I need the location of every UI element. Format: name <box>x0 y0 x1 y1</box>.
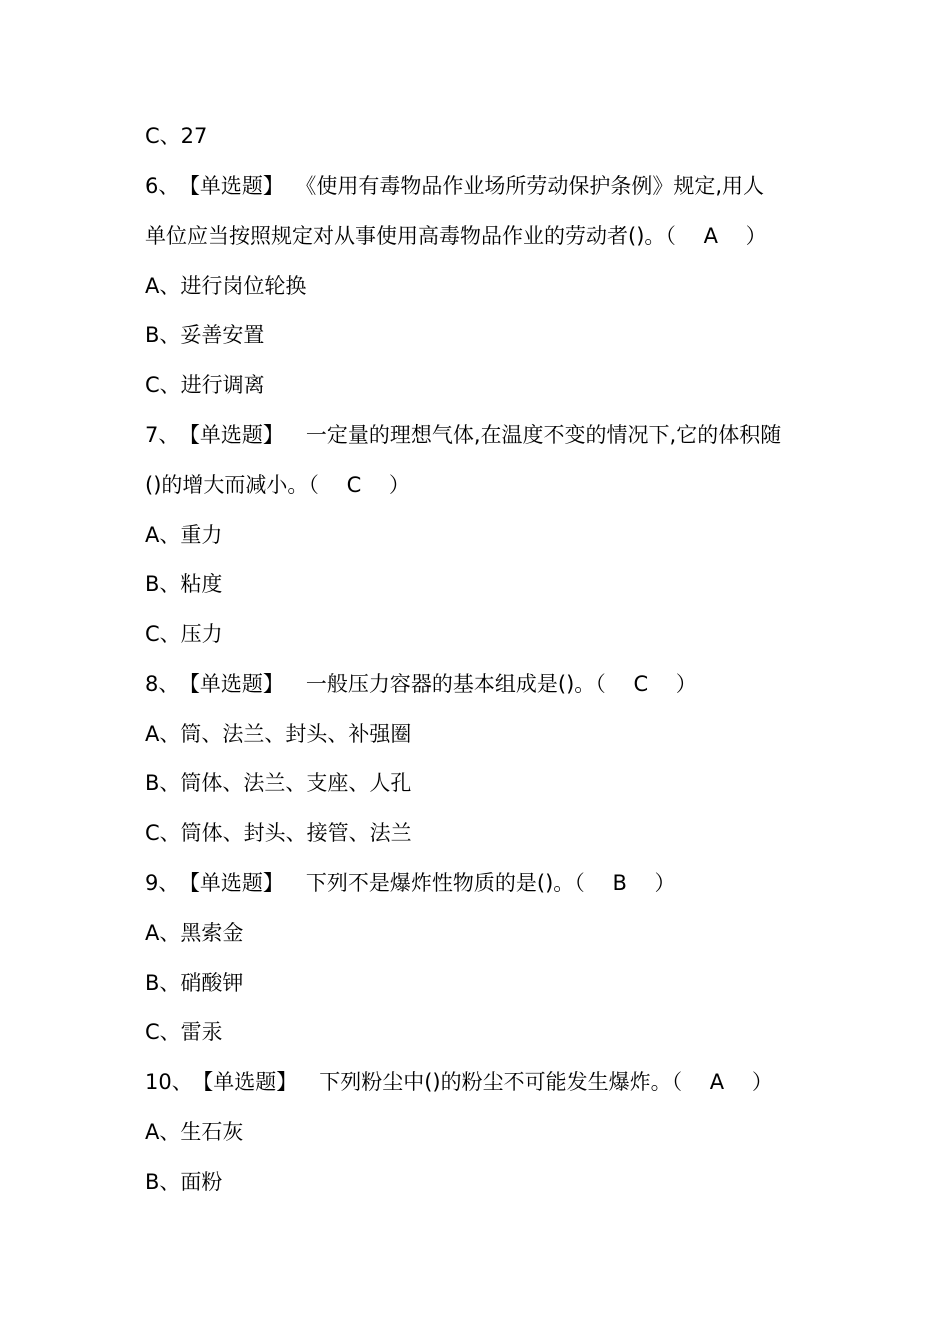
question-line <box>145 420 845 450</box>
question-number: 9、 <box>145 871 180 895</box>
option-line <box>145 719 845 749</box>
question-text: 《使用有毒物品作业场所劳动保护条例》规定,用人 <box>305 174 765 198</box>
option-text: A、重力 <box>145 523 223 547</box>
option-line <box>145 520 845 550</box>
option-line <box>145 968 845 998</box>
question-number: 6、 <box>145 174 180 198</box>
question-continuation-line <box>145 470 845 500</box>
option-text: A、筒、法兰、封头、补强圈 <box>145 722 412 746</box>
answer-marker: （ C ） <box>595 672 697 696</box>
question-number: 7、 <box>145 423 180 447</box>
question-text: 下列不是爆炸性物质的是()。 <box>305 871 575 895</box>
question-type-tag: 【单选题】 <box>189 174 284 198</box>
option-text: B、粘度 <box>145 572 223 596</box>
option-text: A、进行岗位轮换 <box>145 274 307 298</box>
option-line <box>145 619 845 649</box>
option-text: C、27 <box>145 124 208 148</box>
question-line <box>145 868 845 898</box>
question-text: ()的增大而减小。 <box>145 473 309 497</box>
option-line <box>145 1017 845 1047</box>
option-line <box>145 1167 845 1197</box>
option-text: B、硝酸钾 <box>145 971 244 995</box>
question-text: 一般压力容器的基本组成是()。 <box>305 672 596 696</box>
question-line <box>145 171 845 201</box>
question-line <box>145 669 845 699</box>
option-text: A、黑索金 <box>145 921 244 945</box>
option-line <box>145 1117 845 1147</box>
question-number: 10、 <box>145 1070 193 1094</box>
question-text: 下列粉尘中()的粉尘不可能发生爆炸。 <box>319 1070 672 1094</box>
question-text: 单位应当按照规定对从事使用高毒物品作业的劳动者()。 <box>145 224 666 248</box>
option-line <box>145 271 845 301</box>
option-line <box>145 918 845 948</box>
option-text: C、压力 <box>145 622 223 646</box>
question-number: 8、 <box>145 672 180 696</box>
question-text: 一定量的理想气体,在温度不变的情况下,它的体积随 <box>305 423 782 447</box>
option-line <box>145 320 845 350</box>
option-line <box>145 768 845 798</box>
question-type-tag: 【单选题】 <box>189 871 284 895</box>
option-line <box>145 569 845 599</box>
option-text: A、生石灰 <box>145 1120 244 1144</box>
question-type-tag: 【单选题】 <box>202 1070 298 1094</box>
question-type-tag: 【单选题】 <box>189 423 284 447</box>
question-type-tag: 【单选题】 <box>189 672 284 696</box>
option-text: B、筒体、法兰、支座、人孔 <box>145 771 412 795</box>
answer-marker: （ B ） <box>574 871 676 895</box>
option-line <box>145 370 845 400</box>
question-line <box>145 1067 845 1097</box>
option-text: C、雷汞 <box>145 1020 223 1044</box>
option-line <box>145 121 845 151</box>
option-line <box>145 818 845 848</box>
answer-marker: （ A ） <box>671 1070 773 1094</box>
question-continuation-line <box>145 221 845 251</box>
answer-marker: （ A ） <box>665 224 767 248</box>
option-text: C、筒体、封头、接管、法兰 <box>145 821 412 845</box>
option-text: B、面粉 <box>145 1170 223 1194</box>
option-text: C、进行调离 <box>145 373 265 397</box>
option-text: B、妥善安置 <box>145 323 265 347</box>
answer-marker: （ C ） <box>308 473 410 497</box>
